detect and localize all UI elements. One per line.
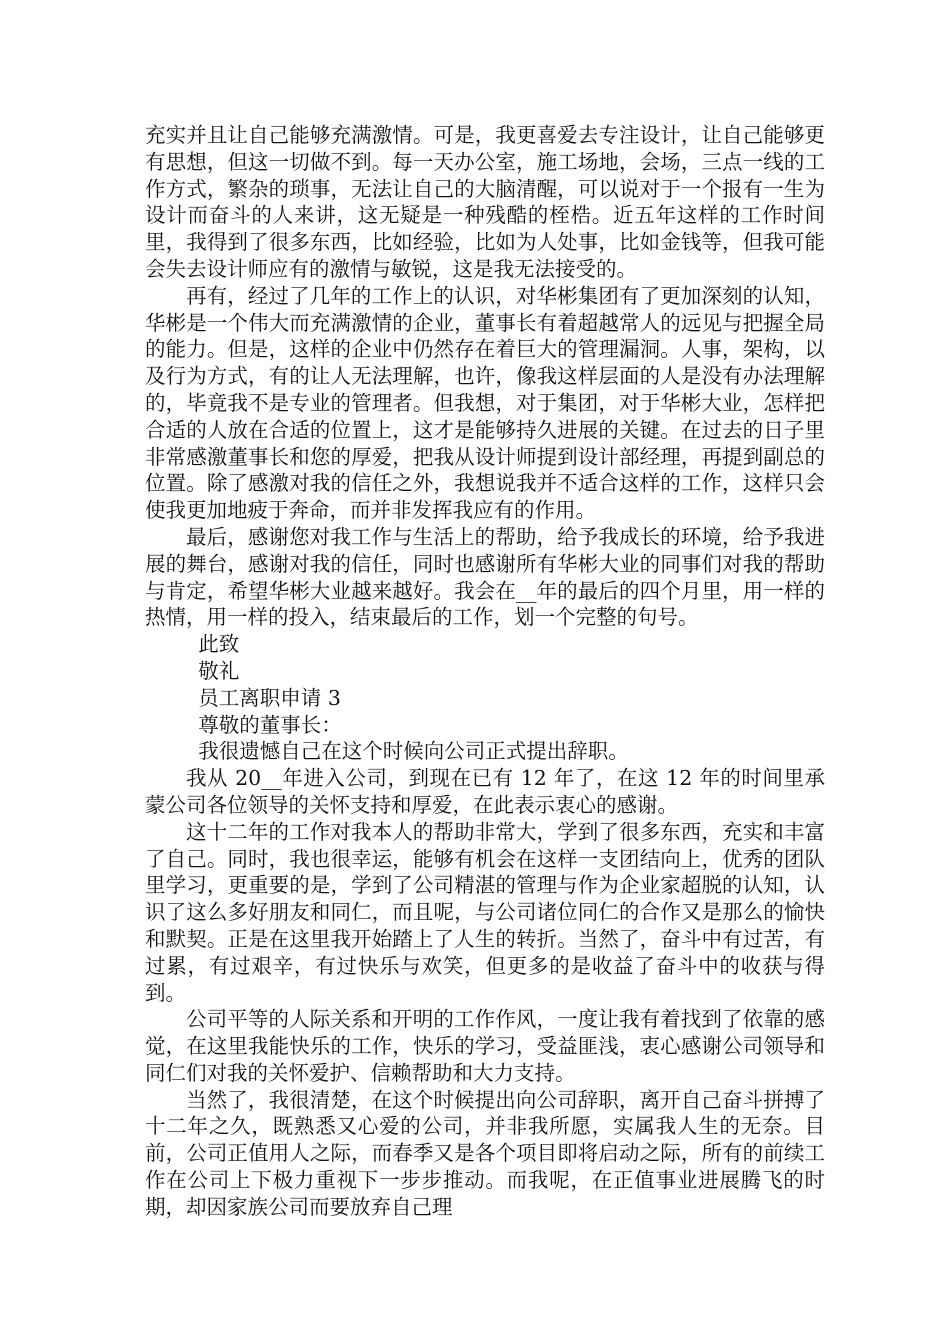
closing-line-1: 此致: [198, 632, 240, 657]
paragraph-6: 公司平等的人际关系和开明的工作作风，一度让我有着找到了依靠的感觉，在这里我能快乐的工作，快乐的学习，受益匪浅，衷心感谢公司领导和同仁们对我的关怀爱护、信赖帮助和大力支持。: [145, 1007, 825, 1085]
paragraph-3: 最后，感谢您对我工作与生活上的帮助，给予我成长的环境，给予我进展的舞台，感谢对我的信任，同时也感谢所有华彬大业的同事们对我的帮助与肯定，希望华彬大业越来越好。我会在__年的最后的四个月里，用一样的热情，用一样的投入，结束最后的工作，划一个完整的句号。: [145, 524, 825, 630]
paragraph-4: 我从 20__年进入公司，到现在已有 12 年了，在这 12 年的时间里承蒙公司各位领导的关怀支持和厚爱，在此表示衷心的感谢。: [145, 766, 825, 817]
section-title: 员工离职申请 3: [198, 685, 341, 710]
paragraph-2: 再有，经过了几年的工作上的认识，对华彬集团有了更加深刻的认知，华彬是一个伟大而充满激情的企业，董事长有着超越常人的远见与把握全局的能力。但是，这样的企业中仍然存在着巨大的管理漏洞。人事，架构，以及行为方式，有的让人无法理解，也许，像我这样层面的人是没有办法理解的，毕竟我不是专业的管理者。但我想，对于集团，对于华彬大业，怎样把合适的人放在合适的位置上，这才是能够持久进展的关键。在过去的日子里非常感激董事长和您的厚爱，把我从设计师提到设计部经理，再提到副总的位置。除了感激对我的信任之外，我想说我并不适合这样的工作，这样只会使我更加地疲于奔命，而并非发挥我应有的作用。: [145, 283, 825, 523]
document-body: [145, 122, 825, 1221]
paragraph-opening: 我很遗憾自己在这个时候向公司正式提出辞职。: [198, 739, 629, 764]
salutation: 尊敬的董事长：: [198, 712, 342, 737]
paragraph-7: 当然了，我很清楚，在这个时候提出向公司辞职，离开自己奋斗拼搏了十二年之久，既熟悉又心爱的公司，并非我所愿，实属我人生的无奈。目前，公司正值用人之际，而春季又是各个项目即将启动之际，所有的前续工作在公司上下极力重视下一步步推动。而我呢，在正值事业进展腾飞的时期，却因家族公司而要放弃自己理: [145, 1087, 825, 1219]
paragraph-1: 充实并且让自己能够充满激情。可是，我更喜爱去专注设计，让自己能够更有思想，但这一切做不到。每一天办公室，施工场地，会场，三点一线的工作方式，繁杂的琐事，无法让自己的大脑清醒，可以说对于一个报有一生为设计而奋斗的人来讲，这无疑是一种残酷的桎梏。近五年这样的工作时间里，我得到了很多东西，比如经验，比如为人处事，比如金钱等，但我可能会失去设计师应有的激情与敏锐，这是我无法接受的。: [145, 123, 825, 281]
closing-line-2: 敬礼: [198, 658, 240, 683]
paragraph-5: 这十二年的工作对我本人的帮助非常大，学到了很多东西，充实和丰富了自己。同时，我也很幸运，能够有机会在这样一支团结向上，优秀的团队里学习，更重要的是，学到了公司精湛的管理与作为企业家超脱的认知，认识了这么多好朋友和同仁，而且呢，与公司诸位同仁的合作又是那么的愉快和默契。正是在这里我开始踏上了人生的转折。当然了，奋斗中有过苦，有过累，有过艰辛，有过快乐与欢笑，但更多的是收益了奋斗中的收获与得到。: [145, 819, 825, 1005]
